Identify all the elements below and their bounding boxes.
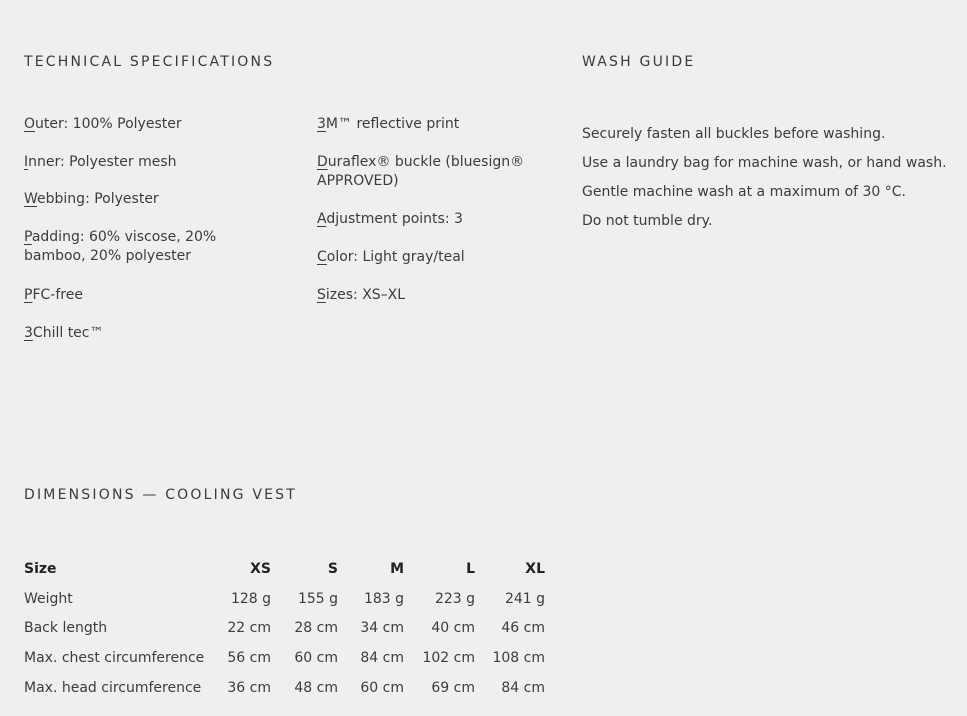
spec-item: Sizes: XS–XL bbox=[317, 287, 406, 303]
table-cell: 28 cm bbox=[294, 620, 338, 637]
spec-item: PFC-free bbox=[24, 287, 83, 303]
spec-item: Webbing: Polyester bbox=[24, 191, 159, 207]
header-cell: XL bbox=[525, 560, 545, 577]
table-cell: Back length bbox=[24, 620, 108, 637]
table-cell: Weight bbox=[24, 590, 73, 607]
table-cell: 183 g bbox=[363, 590, 404, 607]
table-cell: 22 cm bbox=[227, 620, 271, 637]
table-row bbox=[24, 643, 545, 673]
table-cell: 69 cm bbox=[431, 680, 475, 697]
spec-item: 3Chill tec™ bbox=[24, 325, 104, 341]
wash-guide-list bbox=[582, 120, 947, 236]
table-row bbox=[24, 673, 545, 703]
table-cell: 102 cm bbox=[422, 650, 475, 667]
table-cell: 56 cm bbox=[227, 650, 271, 667]
spec-item: Outer: 100% Polyester bbox=[24, 116, 182, 132]
table-cell: 36 cm bbox=[227, 680, 271, 697]
header-cell: Size bbox=[24, 560, 57, 577]
header-cell: XS bbox=[250, 560, 271, 577]
wash-guide-line: Do not tumble dry. bbox=[582, 213, 713, 229]
wash-guide-line: Securely fasten all buckles before washing. bbox=[582, 126, 886, 142]
dimensions-table bbox=[24, 554, 545, 703]
spec-item: Duraflex® buckle (bluesign® APPROVED) bbox=[317, 154, 525, 189]
dimensions-heading: DIMENSIONS — COOLING VEST bbox=[24, 487, 297, 503]
table-cell: 108 cm bbox=[492, 650, 545, 667]
spec-item: Inner: Polyester mesh bbox=[24, 154, 177, 170]
table-cell: 60 cm bbox=[360, 680, 404, 697]
wash-guide-line: Use a laundry bag for machine wash, or hand wash. bbox=[582, 155, 947, 171]
table-cell: 84 cm bbox=[360, 650, 404, 667]
table-cell: 46 cm bbox=[501, 620, 545, 637]
table-row bbox=[24, 614, 545, 644]
table-row bbox=[24, 584, 545, 614]
table-cell: 40 cm bbox=[431, 620, 475, 637]
header-cell: M bbox=[390, 560, 404, 577]
header-cell: L bbox=[466, 560, 475, 577]
table-header-row bbox=[24, 554, 545, 584]
table-cell: 60 cm bbox=[294, 650, 338, 667]
table-cell: Max. head circumference bbox=[24, 680, 202, 697]
spec-item: Color: Light gray/teal bbox=[317, 249, 465, 265]
table-cell: Max. chest circumference bbox=[24, 650, 205, 667]
header-cell: S bbox=[327, 560, 338, 577]
table-cell: 48 cm bbox=[294, 680, 338, 697]
wash-guide-heading: WASH GUIDE bbox=[582, 54, 696, 70]
spec-item: Adjustment points: 3 bbox=[317, 211, 463, 227]
spec-item: Padding: 60% viscose, 20% bamboo, 20% polyester bbox=[24, 229, 217, 264]
table-cell: 241 g bbox=[504, 590, 545, 607]
table-cell: 223 g bbox=[434, 590, 475, 607]
spec-item: 3M™ reflective print bbox=[317, 116, 460, 132]
table-cell: 155 g bbox=[297, 590, 338, 607]
table-cell: 34 cm bbox=[360, 620, 404, 637]
table-cell: 128 g bbox=[230, 590, 271, 607]
wash-guide-line: Gentle machine wash at a maximum of 30 °C. bbox=[582, 184, 907, 200]
tech-specs-heading: TECHNICAL SPECIFICATIONS bbox=[24, 54, 275, 70]
table-cell: 84 cm bbox=[501, 680, 545, 697]
